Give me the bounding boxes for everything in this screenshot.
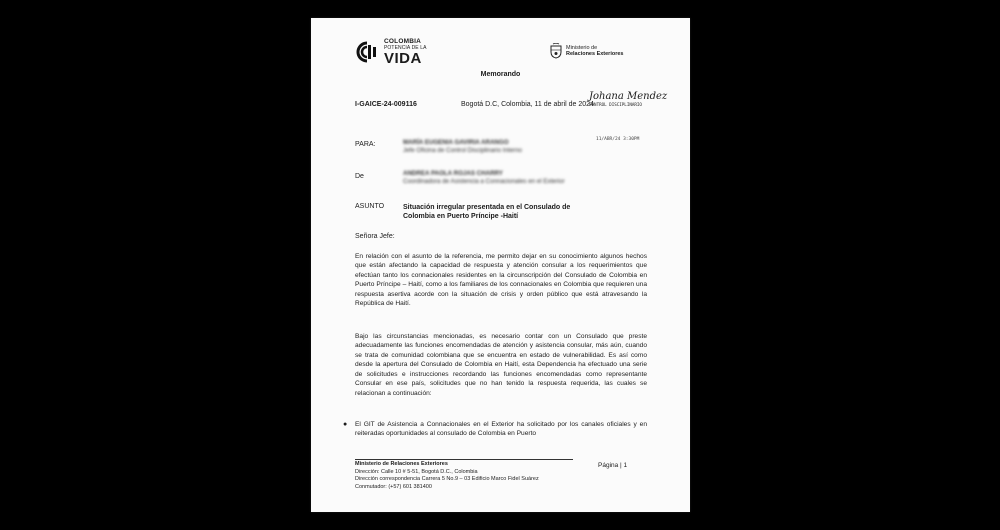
date-line: Bogotá D.C, Colombia, 11 de abril de 2024 [461, 101, 594, 108]
received-stamp: 11/ABR/24 3:30PM [596, 137, 640, 142]
bullet-icon: ● [343, 421, 348, 428]
footer-phone: Conmutador: (+57) 601 381400 [355, 483, 432, 490]
signature-caption: CONTROL DISCIPLINARIO [589, 102, 642, 107]
de-redacted [403, 170, 565, 186]
coat-of-arms-icon [549, 43, 563, 59]
colombia-potencia-logo [355, 39, 427, 66]
para-name: MARÍA EUGENIA GAVIRIA ARANGO [403, 139, 509, 146]
de-name: ANDREA PAOLA ROJAS CHARRY [403, 170, 503, 177]
page-number: Página | 1 [598, 462, 628, 469]
ministry-line-1: Ministerio de [566, 44, 598, 51]
logo-line-2: POTENCIA DE LA [384, 44, 427, 51]
paragraph-3: El GIT de Asistencia a Connacionales en el Exterior ha solicitado por los canales oficiales y en reiteradas oportunidades al consulado de Colombia en Puerto [355, 421, 647, 438]
colombia-logo-icon [355, 40, 379, 64]
memo-page [311, 18, 690, 512]
asunto-text: Situación irregular presentada en el Consulado de Colombia en Puerto Príncipe -Haití [403, 204, 571, 221]
de-label: De [355, 173, 364, 180]
reference-number: I-GAICE-24-009116 [355, 101, 417, 108]
logo-line-3: VIDA [384, 49, 422, 67]
para-redacted [403, 139, 522, 155]
paragraph-1: En relación con el asunto de la referencia, me permito dejar en su conocimiento algunos hechos que están afectando la capacidad de respuesta y atención consular a los requerimientos que efectúan tanto los connacionales residentes en la circunscripción del Consulado de Colombia en Puerto Príncipe – Haití, como a los familiares de los connacionales en Colombia que requieren una respuesta asertiva acorde con la situación de crisis y orden público que está atravesando la República de Haití. [355, 253, 647, 308]
signature-scribble: Johana Mendez [589, 91, 668, 102]
footer [355, 461, 539, 491]
signature [589, 91, 667, 107]
salutation: Señora Jefe: [355, 233, 395, 240]
footer-correspondence: Dirección correspondencia Carrera 5 No.9 – 03 Edificio Marco Fidel Suárez [355, 476, 539, 483]
ministry-logo [549, 43, 623, 59]
de-role: Coordinadora de Asistencia a Connacionales en el Exterior [403, 178, 565, 186]
ministry-line-2: Relaciones Exteriores [566, 51, 624, 57]
memo-title: Memorando [480, 71, 521, 78]
footer-divider [355, 459, 573, 460]
logo-line-1: COLOMBIA [384, 38, 421, 45]
para-role: Jefe Oficina de Control Disciplinario Interno [403, 147, 522, 155]
footer-org: Ministerio de Relaciones Exteriores [355, 461, 448, 467]
paragraph-2: Bajo las circunstancias mencionadas, es necesario contar con un Consulado que preste adecuadamente las funciones encomendadas de atención y asistencia consular, más aún, cuando se trata de comunidad colombiana que se encuentra en estado de vulnerabilidad. Es así como desde la apertura del Consulado de Colombia en Haití, esta Dependencia ha efectuado una serie de solicitudes e instrucciones recordando las funciones encomendadas como representante Consular en ese país, solicitudes que no han tenido la respuesta requerida, las cuales se relacionan a continuación: [355, 333, 647, 397]
footer-address: Dirección: Calle 10 # 5-51, Bogotá D.C., Colombia [355, 468, 478, 475]
para-label: PARA: [355, 141, 376, 148]
asunto-label: ASUNTO [355, 203, 385, 210]
